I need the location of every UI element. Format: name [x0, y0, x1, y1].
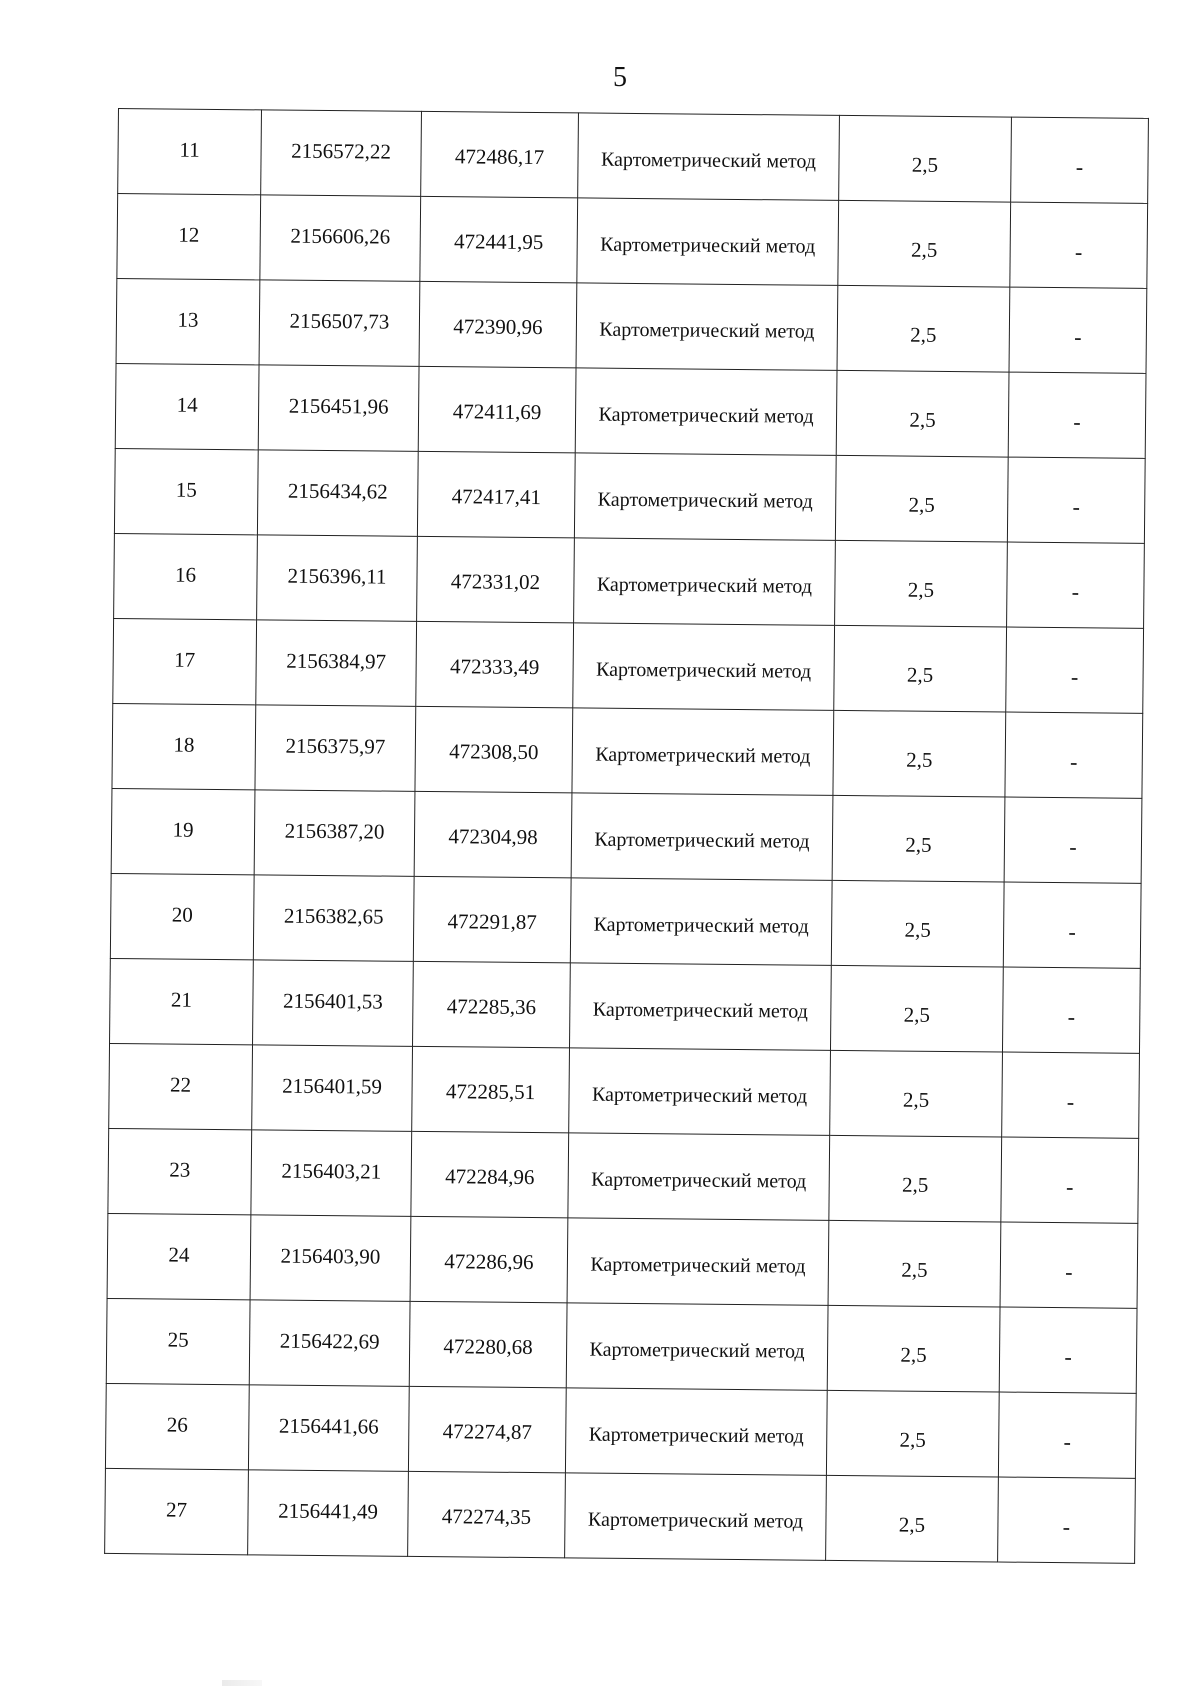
table-row — [106, 1298, 1137, 1393]
accuracy-cell: 2,5 — [827, 1305, 1000, 1392]
description-cell: - — [1003, 882, 1141, 968]
point-number-cell: 15 — [114, 448, 258, 534]
x-coordinate-cell: 2156401,59 — [252, 1045, 413, 1132]
page-number: 5 — [613, 62, 627, 93]
table-row — [112, 703, 1143, 798]
y-coordinate-cell: 472333,49 — [416, 621, 574, 708]
x-coordinate-cell: 2156441,49 — [248, 1470, 409, 1557]
x-coordinate-cell: 2156441,66 — [248, 1385, 409, 1472]
x-coordinate-cell: 2156401,53 — [253, 960, 414, 1047]
description-cell: - — [1005, 712, 1143, 798]
table-row — [115, 363, 1146, 458]
method-cell: Картометрический метод — [574, 538, 836, 626]
point-number-cell: 17 — [113, 618, 257, 704]
table-row — [105, 1383, 1136, 1478]
table-row — [105, 1468, 1136, 1563]
accuracy-cell: 2,5 — [832, 795, 1005, 882]
accuracy-cell: 2,5 — [828, 1220, 1001, 1307]
method-cell: Картометрический метод — [565, 1388, 827, 1476]
point-number-cell: 16 — [114, 533, 258, 619]
description-cell: - — [1004, 797, 1142, 883]
point-number-cell: 14 — [115, 363, 259, 449]
accuracy-cell: 2,5 — [833, 710, 1006, 797]
accuracy-cell: 2,5 — [830, 965, 1003, 1052]
y-coordinate-cell: 472331,02 — [417, 536, 575, 623]
point-number-cell: 24 — [107, 1213, 251, 1299]
method-cell: Картометрический метод — [572, 708, 834, 796]
x-coordinate-cell: 2156382,65 — [253, 875, 414, 962]
y-coordinate-cell: 472280,68 — [409, 1301, 567, 1388]
table-row — [114, 448, 1145, 543]
y-coordinate-cell: 472285,36 — [413, 961, 571, 1048]
accuracy-cell: 2,5 — [839, 115, 1012, 202]
x-coordinate-cell: 2156403,90 — [250, 1215, 411, 1302]
point-number-cell: 20 — [110, 873, 254, 959]
y-coordinate-cell: 472417,41 — [417, 451, 575, 538]
method-cell: Картометрический метод — [574, 453, 836, 541]
table-row — [108, 1128, 1139, 1223]
description-cell: - — [1009, 287, 1147, 373]
x-coordinate-cell: 2156606,26 — [260, 195, 421, 282]
x-coordinate-cell: 2156572,22 — [261, 110, 422, 197]
method-cell: Картометрический метод — [577, 198, 839, 286]
description-cell: - — [998, 1392, 1136, 1478]
x-coordinate-cell: 2156403,21 — [251, 1130, 412, 1217]
method-cell: Картометрический метод — [576, 283, 838, 371]
y-coordinate-cell: 472390,96 — [419, 281, 577, 368]
description-cell: - — [1000, 1222, 1138, 1308]
point-number-cell: 18 — [112, 703, 256, 789]
description-cell: - — [998, 1477, 1136, 1563]
x-coordinate-cell: 2156451,96 — [258, 365, 419, 452]
coordinates-table — [104, 108, 1149, 1564]
y-coordinate-cell: 472291,87 — [413, 876, 571, 963]
accuracy-cell: 2,5 — [838, 200, 1011, 287]
method-cell: Картометрический метод — [575, 368, 837, 456]
point-number-cell: 26 — [105, 1383, 249, 1469]
point-number-cell: 22 — [109, 1043, 253, 1129]
point-number-cell: 11 — [118, 109, 262, 195]
y-coordinate-cell: 472274,87 — [408, 1386, 566, 1473]
point-number-cell: 27 — [105, 1468, 249, 1554]
method-cell: Картометрический метод — [567, 1218, 829, 1306]
table-row — [113, 618, 1144, 713]
method-cell: Картометрический метод — [571, 793, 833, 881]
accuracy-cell: 2,5 — [835, 455, 1008, 542]
description-cell: - — [1006, 627, 1144, 713]
point-number-cell: 23 — [108, 1128, 252, 1214]
point-number-cell: 25 — [106, 1298, 250, 1384]
description-cell: - — [999, 1307, 1137, 1393]
method-cell: Картометрический метод — [573, 623, 835, 711]
x-coordinate-cell: 2156387,20 — [254, 790, 415, 877]
accuracy-cell: 2,5 — [835, 540, 1008, 627]
accuracy-cell: 2,5 — [826, 1390, 999, 1477]
table-row — [110, 958, 1141, 1053]
point-number-cell: 13 — [116, 278, 260, 364]
accuracy-cell: 2,5 — [826, 1475, 999, 1562]
method-cell: Картометрический метод — [569, 1048, 831, 1136]
method-cell: Картометрический метод — [570, 878, 832, 966]
table-row — [117, 194, 1148, 289]
table-row — [110, 873, 1141, 968]
x-coordinate-cell: 2156422,69 — [249, 1300, 410, 1387]
point-number-cell: 21 — [110, 958, 254, 1044]
description-cell: - — [1001, 1137, 1139, 1223]
x-coordinate-cell: 2156396,11 — [257, 535, 418, 622]
accuracy-cell: 2,5 — [829, 1135, 1002, 1222]
method-cell: Картометрический метод — [568, 1133, 830, 1221]
x-coordinate-cell: 2156384,97 — [256, 620, 417, 707]
y-coordinate-cell: 472411,69 — [418, 366, 576, 453]
table-row — [116, 278, 1147, 373]
point-number-cell: 19 — [111, 788, 255, 874]
y-coordinate-cell: 472308,50 — [415, 706, 573, 793]
y-coordinate-cell: 472486,17 — [421, 111, 579, 198]
coordinates-table-body — [105, 109, 1149, 1564]
y-coordinate-cell: 472304,98 — [414, 791, 572, 878]
accuracy-cell: 2,5 — [834, 625, 1007, 712]
y-coordinate-cell: 472274,35 — [408, 1471, 566, 1558]
table-row — [111, 788, 1142, 883]
y-coordinate-cell: 472284,96 — [411, 1131, 569, 1218]
description-cell: - — [1007, 542, 1145, 628]
x-coordinate-cell: 2156507,73 — [259, 280, 420, 367]
method-cell: Картометрический метод — [569, 963, 831, 1051]
accuracy-cell: 2,5 — [837, 285, 1010, 372]
accuracy-cell: 2,5 — [836, 370, 1009, 457]
x-coordinate-cell: 2156375,97 — [255, 705, 416, 792]
x-coordinate-cell: 2156434,62 — [257, 450, 418, 537]
description-cell: - — [1010, 202, 1148, 288]
method-cell: Картометрический метод — [578, 113, 840, 201]
method-cell: Картометрический метод — [565, 1473, 827, 1561]
table-row — [118, 109, 1149, 204]
description-cell: - — [1002, 1052, 1140, 1138]
y-coordinate-cell: 472286,96 — [410, 1216, 568, 1303]
description-cell: - — [1011, 117, 1149, 203]
method-cell: Картометрический метод — [566, 1303, 828, 1391]
table-row — [109, 1043, 1140, 1138]
description-cell: - — [1008, 372, 1146, 458]
scan-smudge — [222, 1680, 262, 1686]
description-cell: - — [1002, 967, 1140, 1053]
accuracy-cell: 2,5 — [831, 880, 1004, 967]
table-row — [114, 533, 1145, 628]
description-cell: - — [1007, 457, 1145, 543]
accuracy-cell: 2,5 — [830, 1050, 1003, 1137]
table-row — [107, 1213, 1138, 1308]
y-coordinate-cell: 472285,51 — [412, 1046, 570, 1133]
point-number-cell: 12 — [117, 194, 261, 280]
y-coordinate-cell: 472441,95 — [420, 196, 578, 283]
